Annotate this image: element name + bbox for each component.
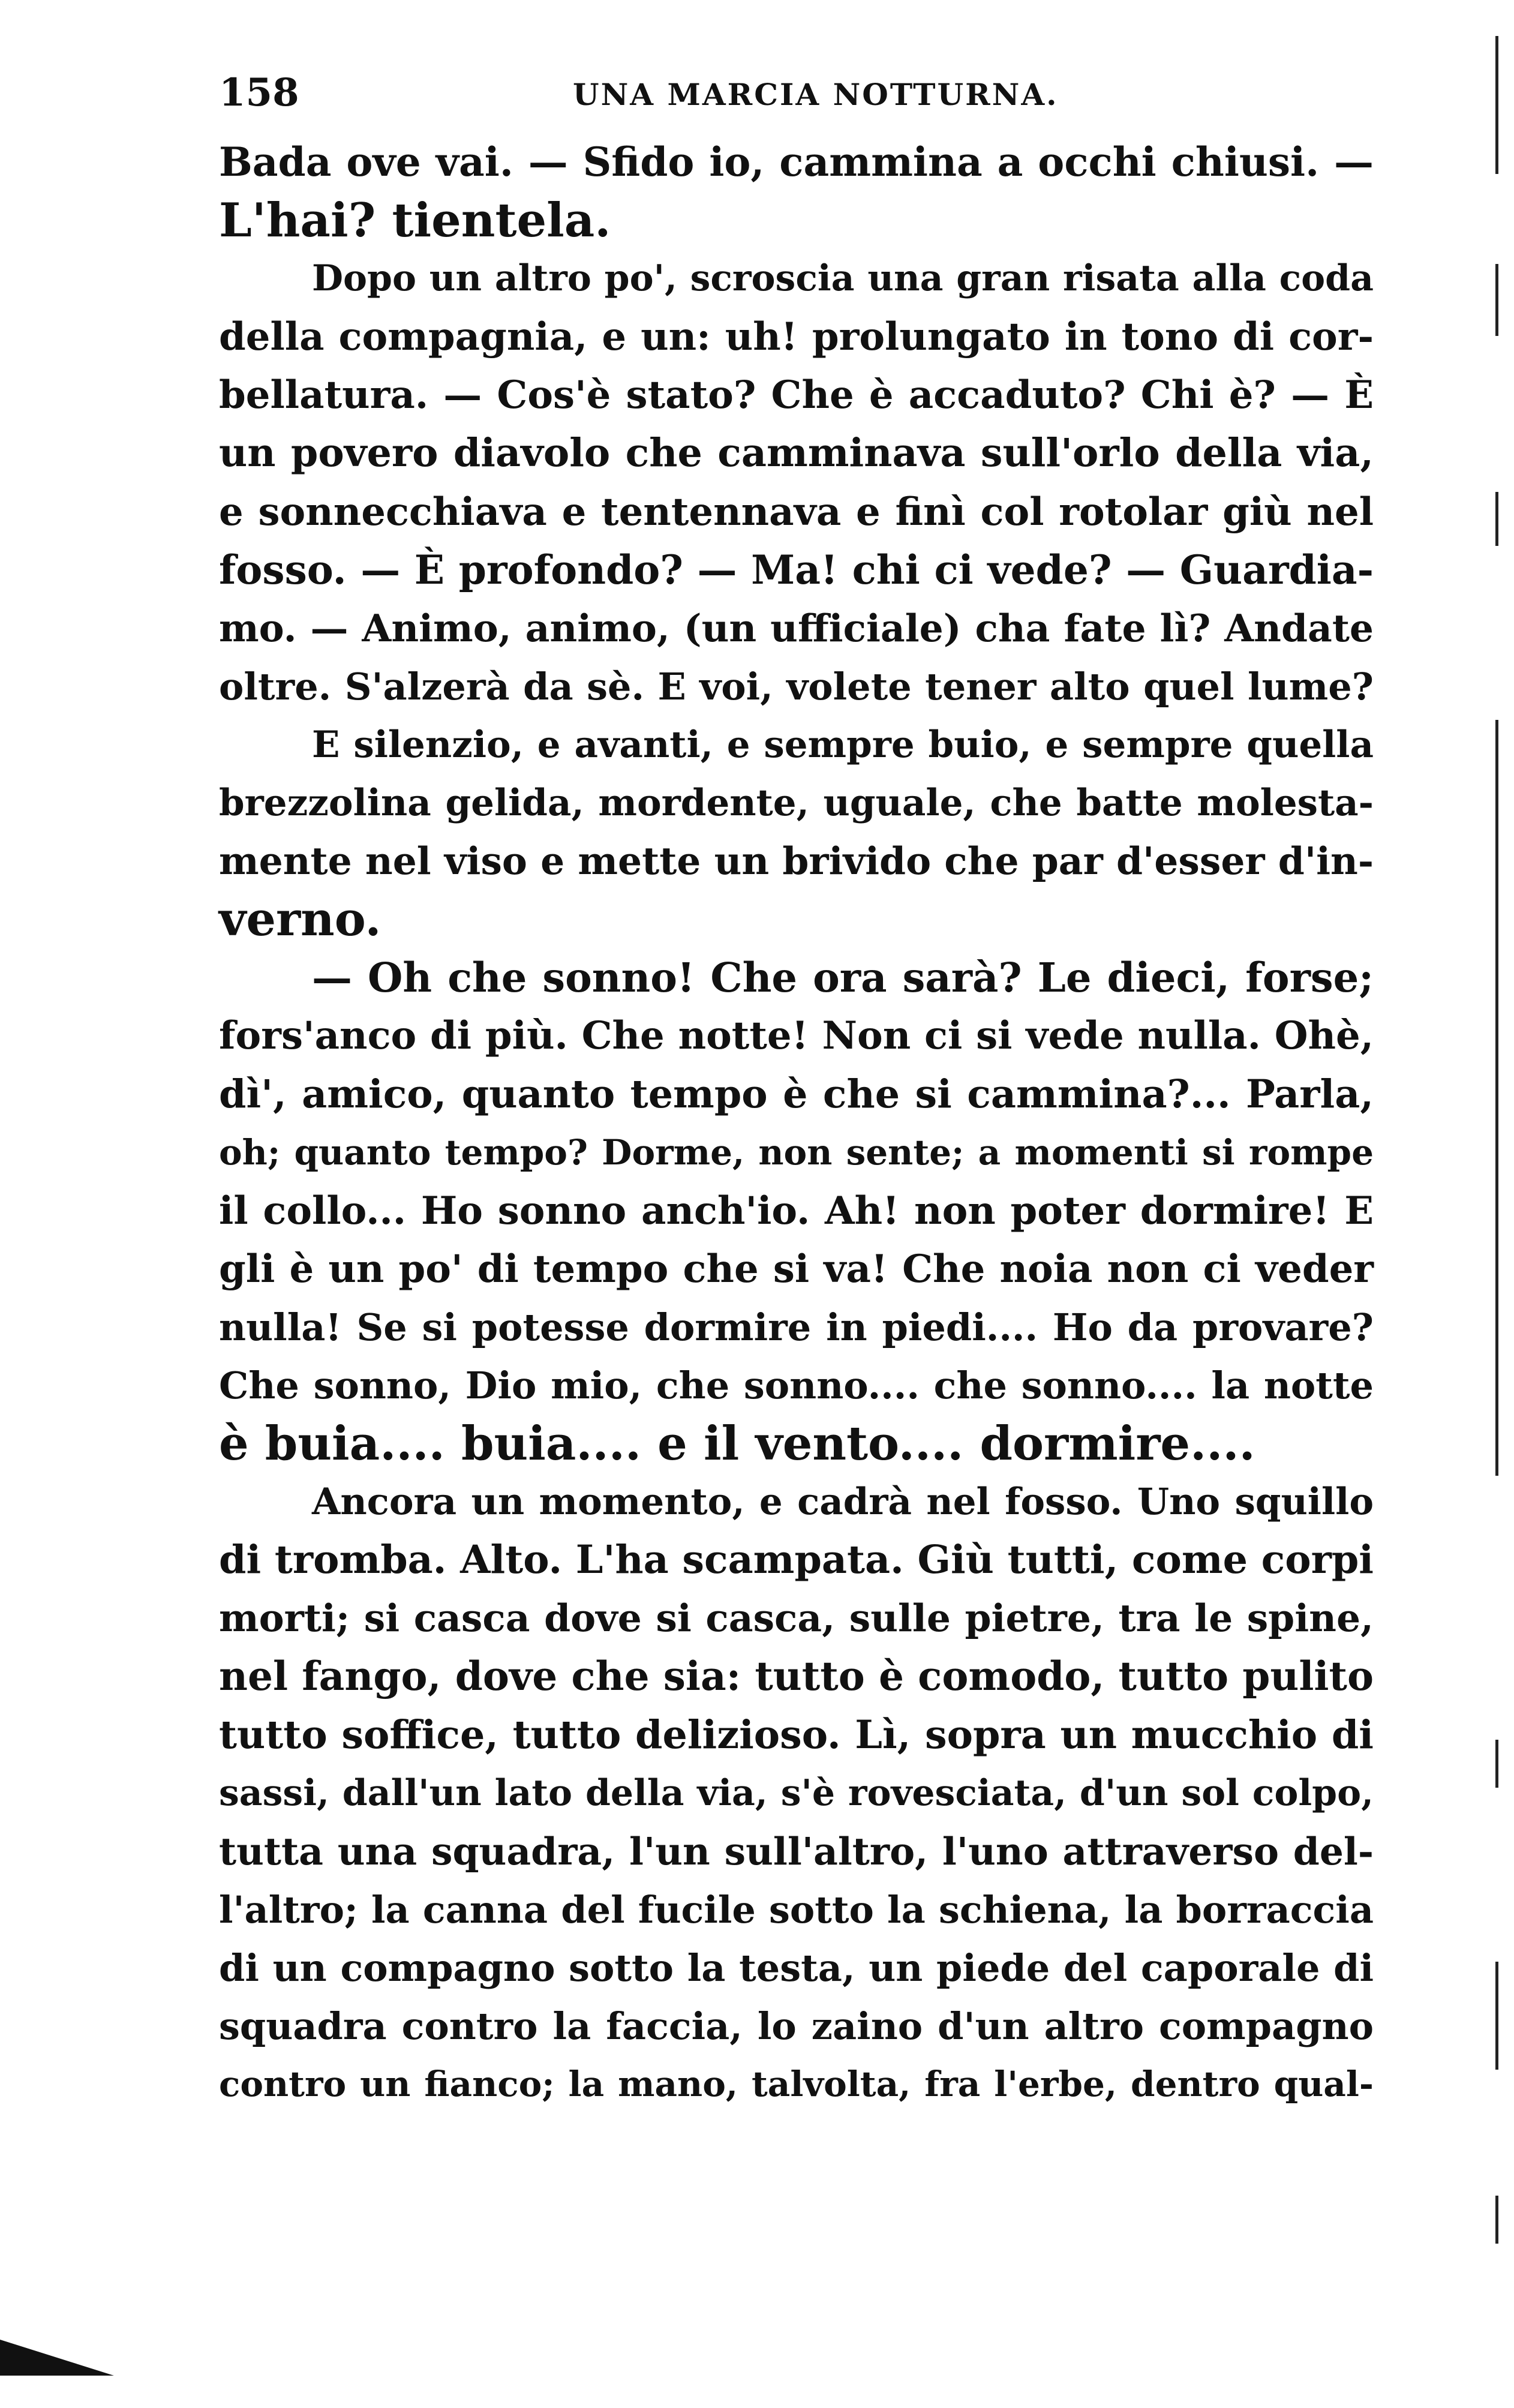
text-line: della compagnia, e un: uh! prolungato in tono di cor- (219, 314, 1374, 360)
margin-mark (1495, 492, 1498, 546)
text-line: mo. — Animo, animo, (un ufficiale) cha fate lì? Andate (219, 605, 1374, 650)
text-line: mente nel viso e mette un brivido che par d'esser d'in- (219, 839, 1374, 884)
text-line: brezzolina gelida, mordente, uguale, che batte molesta- (219, 782, 1374, 825)
scan-shadow (0, 2340, 114, 2376)
margin-mark (1495, 2196, 1498, 2244)
text-line: nulla! Se si potesse dormire in piedi.... Ho da provare? (219, 1305, 1374, 1349)
running-title: UNA MARCIA NOTTURNA. (573, 77, 1059, 112)
text-line: e sonnecchiava e tentennava e finì col rotolar giù nel (219, 489, 1374, 535)
text-line: fosso. — È profondo? — Ma! chi ci vede? — Guardia- (219, 546, 1374, 593)
margin-mark (1495, 1962, 1498, 2070)
text-line: contro un fianco; la mano, talvolta, fra l'erbe, dentro qual- (219, 2064, 1374, 2105)
margin-mark (1495, 1740, 1498, 1788)
text-line: verno. (219, 892, 381, 947)
text-line: morti; si casca dove si casca, sulle pietre, tra le spine, (219, 1596, 1374, 1641)
margin-mark (1495, 720, 1498, 1476)
text-line: bellatura. — Cos'è stato? Che è accaduto? Chi è? — È (219, 373, 1374, 418)
text-line: l'altro; la canna del fucile sotto la schiena, la borraccia (219, 1887, 1374, 1932)
text-line: Bada ove vai. — Sfido io, cammina a occhi chiusi. — (219, 139, 1374, 185)
page-number: 158 (219, 70, 299, 115)
text-line: è buia.... buia.... e il vento.... dormire.... (219, 1416, 1255, 1472)
text-line: nel fango, dove che sia: tutto è comodo, tutto pulito (219, 1653, 1374, 1700)
text-line: dì', amico, quanto tempo è che si cammina?... Parla, (219, 1071, 1374, 1117)
text-line: Che sonno, Dio mio, che sonno.... che sonno.... la notte (219, 1363, 1374, 1407)
text-line: fors'anco di più. Che notte! Non ci si vede nulla. Ohè, (219, 1013, 1374, 1059)
margin-mark (1495, 36, 1498, 174)
text-line: E silenzio, e avanti, e sempre buio, e sempre quella (312, 723, 1374, 766)
margin-mark (1495, 264, 1498, 336)
text-line: Ancora un momento, e cadrà nel fosso. Uno squillo (312, 1481, 1374, 1524)
text-line: tutta una squadra, l'un sull'altro, l'uno attraverso del- (219, 1828, 1374, 1873)
text-line: gli è un po' di tempo che si va! Che noia non ci veder (219, 1246, 1374, 1292)
text-line: sassi, dall'un lato della via, s'è rovesciata, d'un sol colpo, (219, 1772, 1374, 1814)
text-line: di tromba. Alto. L'ha scampata. Giù tutti, come corpi (219, 1537, 1374, 1583)
text-line: un povero diavolo che camminava sull'orlo della via, (219, 430, 1374, 476)
text-line: Dopo un altro po', scroscia una gran risata alla coda (312, 257, 1374, 300)
text-line: oh; quanto tempo? Dorme, non sente; a momenti si rompe (219, 1131, 1374, 1173)
text-line: squadra contro la faccia, lo zaino d'un altro compagno (219, 2004, 1374, 2048)
text-line: oltre. S'alzerà da sè. E voi, volete tener alto quel lume? (219, 664, 1374, 708)
text-line: di un compagno sotto la testa, un piede del caporale di (219, 1945, 1374, 1990)
text-line: — Oh che sonno! Che ora sarà? Le dieci, forse; (312, 954, 1374, 1002)
text-line: L'hai? tientela. (219, 193, 611, 248)
text-line: il collo... Ho sonno anch'io. Ah! non poter dormire! E (219, 1188, 1374, 1233)
body-text (219, 133, 1374, 2113)
page-header (219, 57, 1374, 129)
text-line: tutto soffice, tutto delizioso. Lì, sopra un mucchio di (219, 1712, 1374, 1758)
